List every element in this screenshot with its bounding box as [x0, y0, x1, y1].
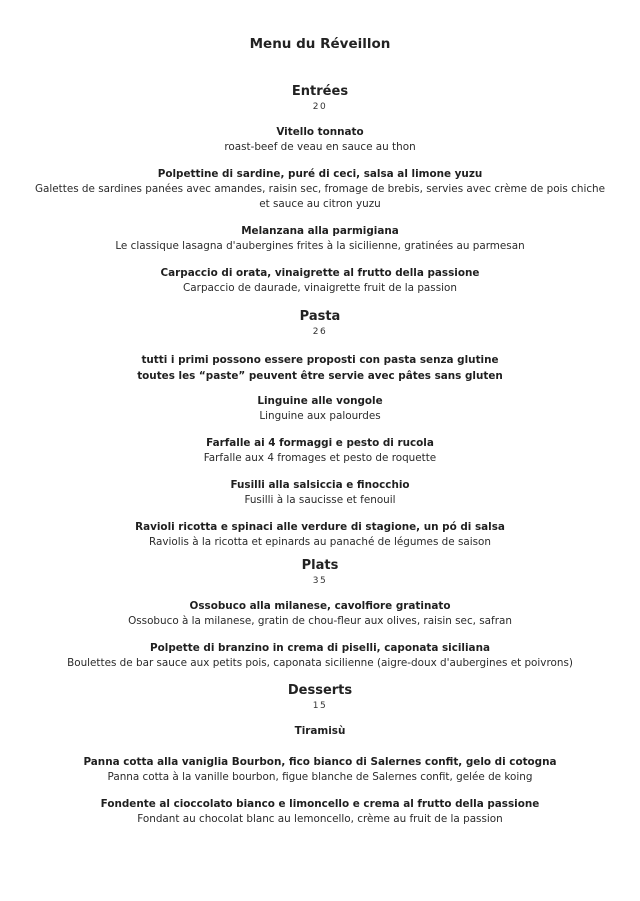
gluten-free-note: [0, 352, 640, 384]
section-pasta: [0, 309, 640, 550]
dish-description: Fondant au chocolat blanc au lemoncello, crème au fruit de la passion: [137, 813, 503, 825]
section-price: 26: [312, 327, 328, 337]
dish-item: [0, 167, 640, 212]
section-entrees: [0, 84, 640, 296]
dish-description: Ossobuco à la milanese, gratin de chou-fleur aux olives, raisin sec, safran: [128, 615, 512, 627]
dish-description: Carpaccio de daurade, vinaigrette fruit de la passion: [183, 282, 457, 294]
dish-name: Fusilli alla salsiccia e finocchio: [230, 479, 410, 491]
section-title: Desserts: [287, 683, 353, 698]
dish-name: Ravioli ricotta e spinaci alle verdure di stagione, un pó di salsa: [135, 521, 505, 533]
dish-name: Panna cotta alla vaniglia Bourbon, fico bianco di Salernes confit, gelo di cotogna: [83, 756, 557, 768]
dish-description: Raviolis à la ricotta et epinards au panaché de légumes de saison: [149, 536, 491, 548]
dish-name: Melanzana alla parmigiana: [241, 225, 399, 237]
dish-name: Polpette di branzino in crema di piselli, caponata siciliana: [150, 642, 490, 654]
dish-description: Panna cotta à la vanille bourbon, figue blanche de Salernes confit, gelée de koing: [107, 771, 533, 783]
section-title: Plats: [301, 558, 339, 573]
dish-item: [0, 797, 640, 827]
dish-description: roast-beef de veau en sauce au thon: [224, 141, 416, 153]
dish-description: Fusilli à la saucisse et fenouil: [244, 494, 396, 506]
section-desserts: [0, 683, 640, 827]
dish-name: Linguine alle vongole: [257, 395, 383, 407]
dish-item: [0, 478, 640, 508]
dish-item: [0, 125, 640, 155]
section-plats: [0, 558, 640, 671]
menu-title: Menu du Réveillon: [249, 36, 391, 52]
dish-name: Ossobuco alla milanese, cavolfiore gratinato: [189, 600, 451, 612]
dish-item: [0, 266, 640, 296]
dish-item: [0, 520, 640, 550]
section-title: Entrées: [291, 84, 349, 99]
dish-item: [0, 394, 640, 424]
dish-item: [0, 224, 640, 254]
dish-name: Farfalle ai 4 formaggi e pesto di rucola: [206, 437, 434, 449]
dish-item: [0, 755, 640, 785]
dish-description: Le classique lasagna d'aubergines frites à la sicilienne, gratinées au parmesan: [115, 240, 525, 252]
dish-name: Vitello tonnato: [276, 126, 364, 138]
note-italian: tutti i primi possono essere proposti con pasta senza glutine: [141, 354, 499, 366]
section-price: 35: [312, 576, 328, 586]
dish-item: [0, 436, 640, 466]
dish-name: Fondente al cioccolato bianco e limoncello e crema al frutto della passione: [100, 798, 540, 810]
section-price: 15: [312, 701, 328, 711]
dish-item: [0, 599, 640, 629]
section-price: 20: [312, 102, 328, 112]
dish-name: Tiramisù: [294, 725, 346, 737]
dish-name: Carpaccio di orata, vinaigrette al frutto della passione: [160, 267, 480, 279]
dish-item: [0, 724, 640, 739]
dish-name: Polpettine di sardine, puré di ceci, salsa al limone yuzu: [157, 168, 483, 180]
dish-description: Farfalle aux 4 fromages et pesto de roquette: [203, 452, 437, 464]
dish-item: [0, 641, 640, 671]
dish-description: Linguine aux palourdes: [259, 410, 381, 422]
dish-description: Boulettes de bar sauce aux petits pois, caponata sicilienne (aigre-doux d'aubergines et poivrons): [67, 657, 573, 669]
note-french: toutes les “paste” peuvent être servie avec pâtes sans gluten: [137, 370, 503, 382]
dish-description: Galettes de sardines panées avec amandes, raisin sec, fromage de brebis, servies avec crème de pois chiche et sauce au citron yuzu: [34, 183, 606, 210]
section-title: Pasta: [299, 309, 341, 324]
